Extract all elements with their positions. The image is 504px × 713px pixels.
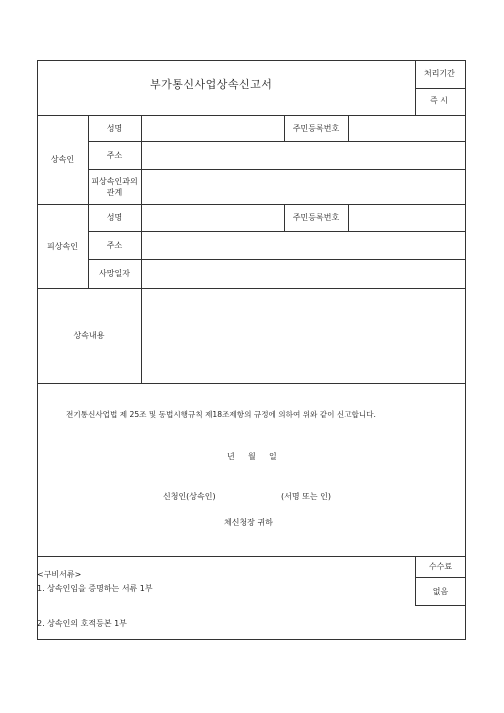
date-month-label: 월 — [248, 452, 256, 461]
heir-row-divider-1 — [88, 141, 466, 142]
decedent-section-label: 피상속인 — [47, 241, 78, 251]
date-year-label: 년 — [227, 452, 235, 461]
declaration-text: 전기통신사업법 제 25조 및 동법시행규칙 제18조제항의 규정에 의하여 위와 같이 신고합니다. — [66, 410, 376, 419]
form-title: 부가통신사업상속신고서 — [150, 78, 273, 91]
heir-relation-label: 피상속인과의 관계 — [91, 176, 138, 197]
fee-bottom-divider — [415, 605, 466, 606]
decedent-resident-no-label: 주민등록번호 — [292, 213, 340, 222]
content-label: 상속내용 — [73, 331, 105, 340]
fee-label: 수수료 — [428, 562, 453, 571]
document-item-1: 1. 상속인임을 증명하는 서류 1부 — [37, 584, 153, 593]
heir-address-label: 주소 — [106, 150, 123, 160]
section-divider-content — [37, 383, 466, 384]
decedent-row-divider-1 — [88, 231, 466, 232]
heir-resident-no-label: 주민등록번호 — [292, 123, 340, 133]
signature-label: (서명 또는 인) — [281, 492, 331, 501]
fee-value: 없음 — [432, 586, 449, 596]
document-item-2: 2. 상속인의 호적등본 1부 — [37, 619, 127, 628]
decedent-address-label: 주소 — [106, 240, 123, 250]
label-col-divider — [141, 115, 142, 383]
processing-period-value: 즉 시 — [430, 96, 448, 105]
section-divider-declaration — [37, 556, 466, 557]
applicant-label: 신청인(상속인) — [163, 492, 216, 501]
decedent-death-date-label: 사망일자 — [99, 269, 130, 278]
decedent-row-divider-2 — [88, 259, 466, 260]
heir-name-label: 성명 — [106, 123, 123, 133]
addressee: 체신청장 귀하 — [224, 518, 273, 527]
decedent-resident-divider — [348, 204, 349, 231]
documents-header: <구비서류> — [37, 570, 82, 579]
heir-row-divider-2 — [88, 169, 466, 170]
processing-divider — [415, 88, 466, 89]
date-day-label: 일 — [269, 452, 277, 461]
heir-section-label: 상속인 — [50, 155, 75, 164]
decedent-name-label: 성명 — [106, 213, 123, 222]
processing-period-label: 처리기간 — [424, 69, 455, 78]
heir-resident-divider — [348, 115, 349, 141]
